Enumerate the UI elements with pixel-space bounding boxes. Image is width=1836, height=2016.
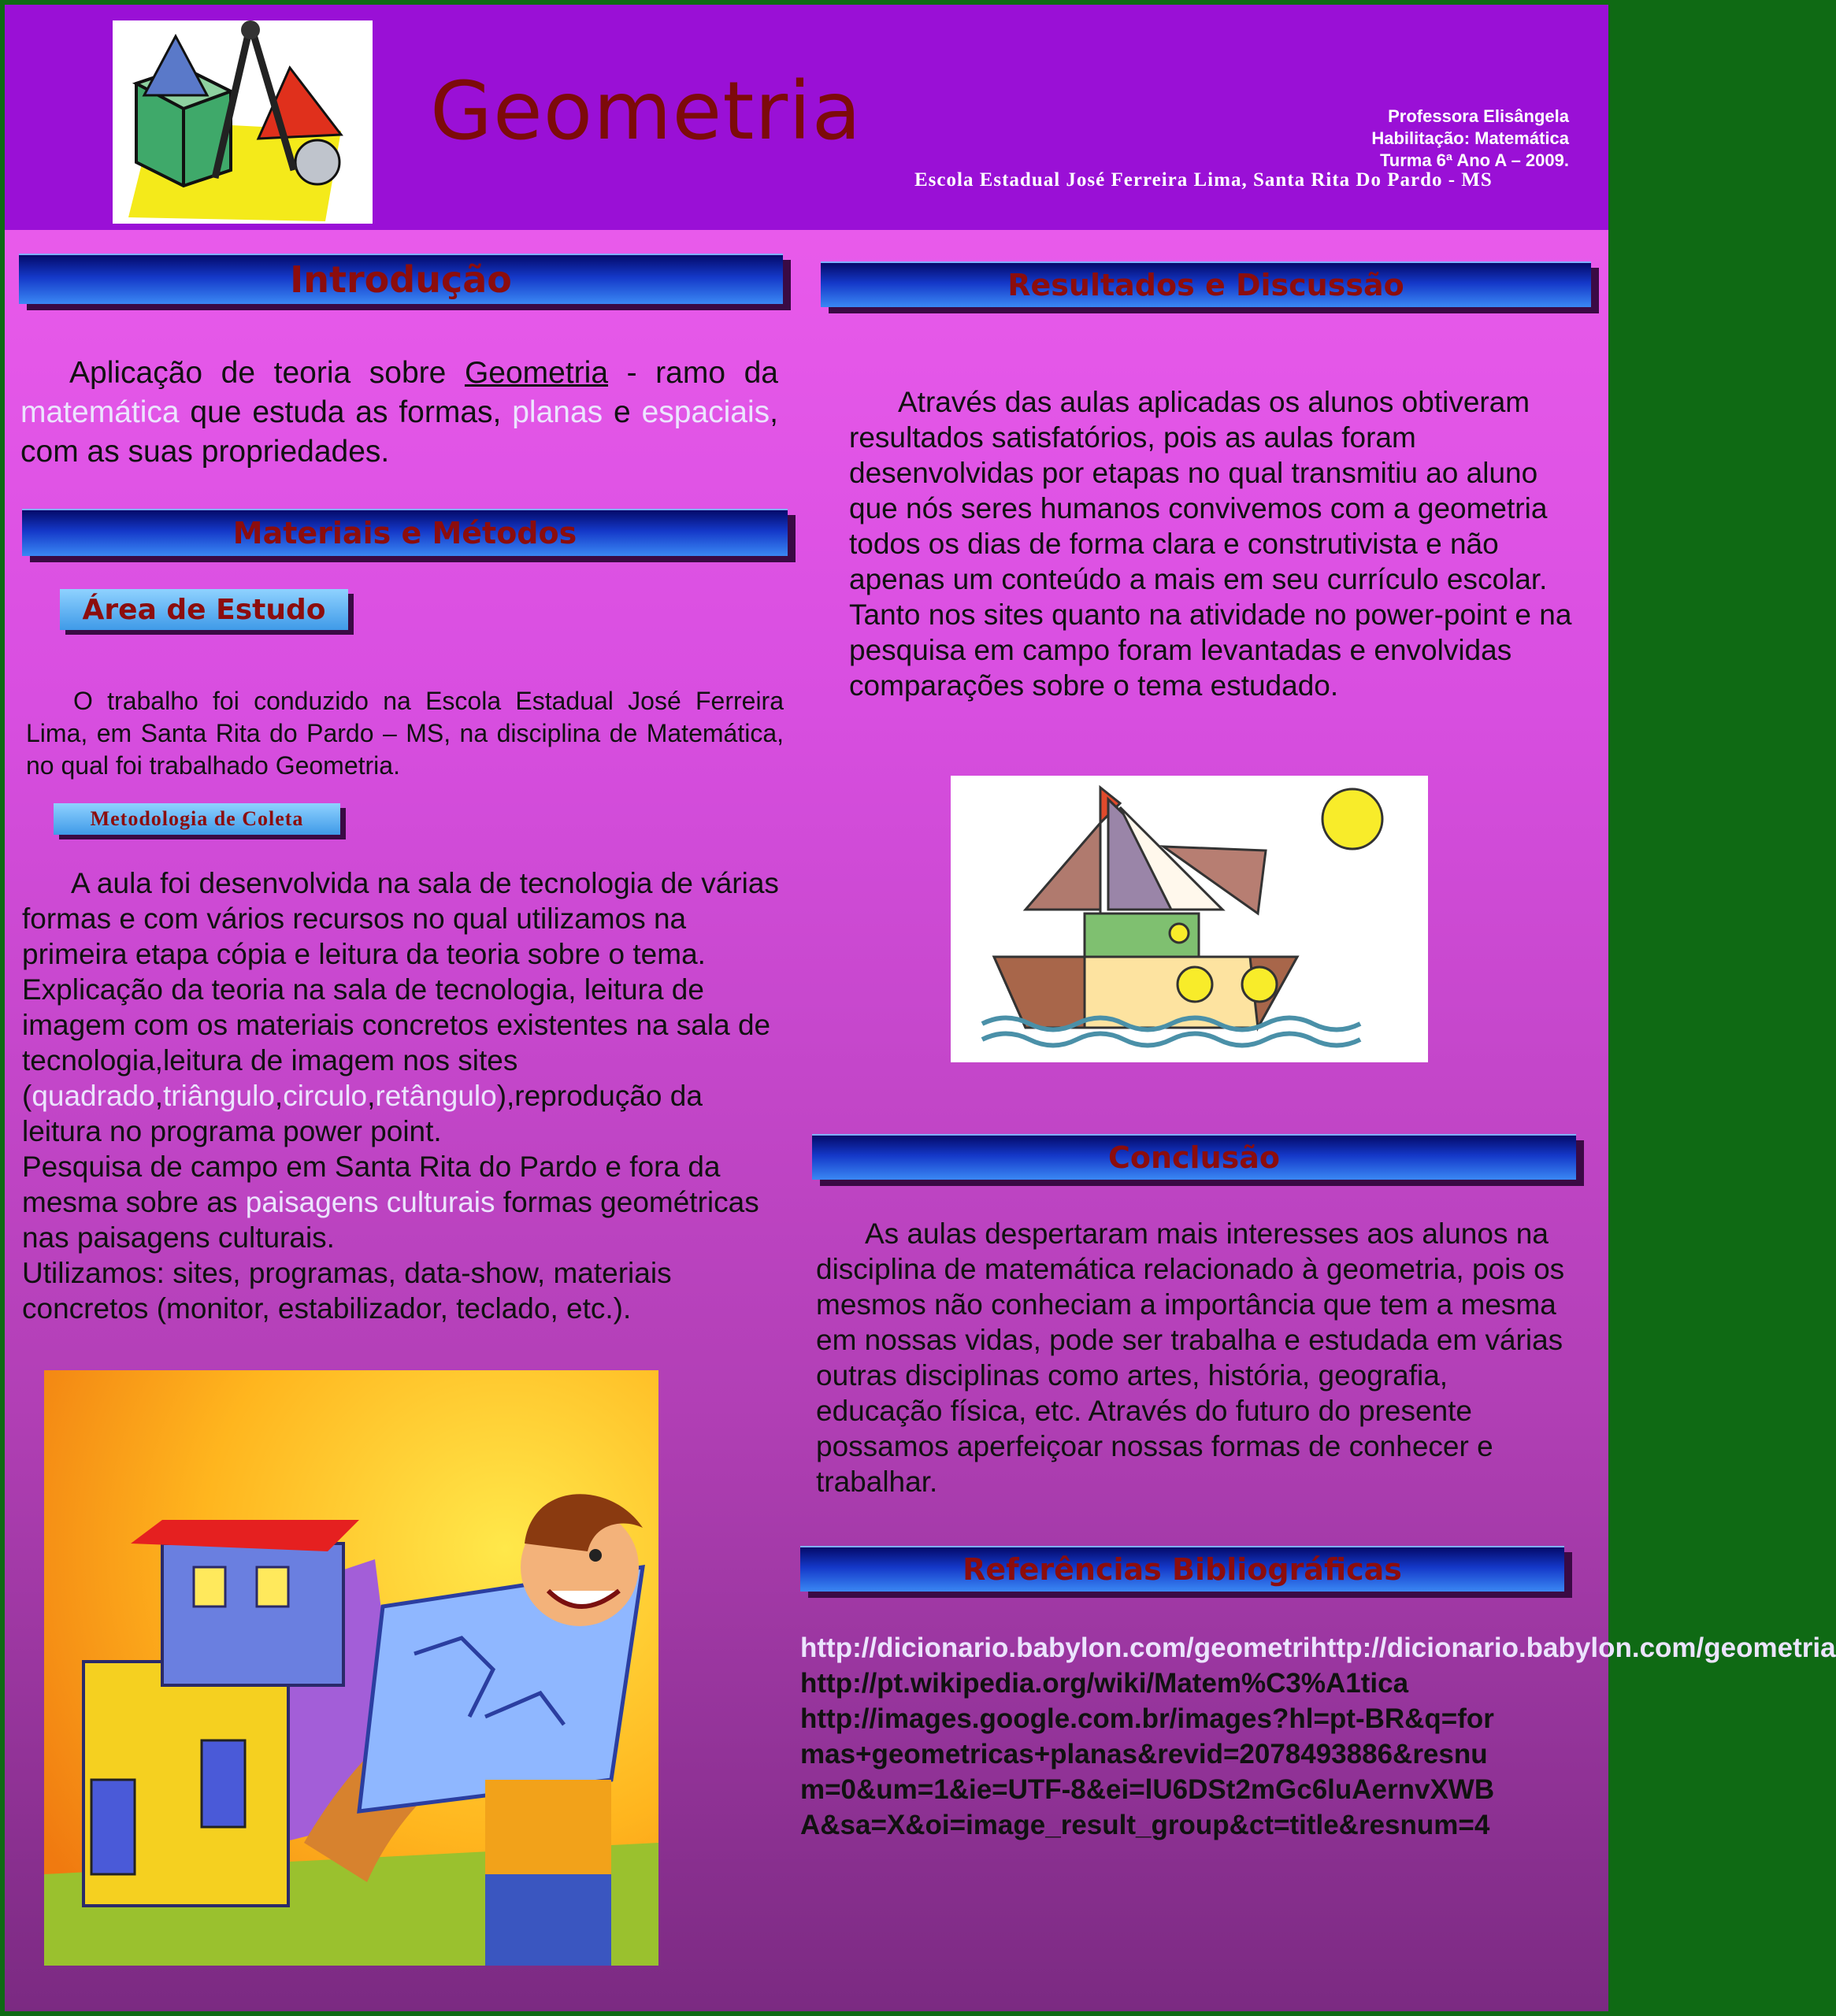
subheading-metodologia-coleta: Metodologia de Coleta (54, 803, 340, 835)
poster-title: Geometria (430, 65, 862, 158)
heading-materiais-metodos: Materiais e Métodos (22, 509, 788, 556)
reference-link-2[interactable]: http://pt.wikipedia.org/wiki/Matem%C3%A1tica (800, 1668, 1409, 1699)
conclusao-paragraph: As aulas despertaram mais interesses aos alunos na disciplina de matemática relacionado à geometria, pois os mesmos não conheciam a importância que tem a mesma em nossas vidas, pode ser trabalha e estudada em várias outras disciplinas como artes, história, geografia, educação física, etc. Através do futuro do presente possamos aperfeiçoar nossas formas de conhecer e trabalhar. (816, 1217, 1565, 1498)
heading-introducao: Introdução (19, 254, 783, 304)
intro-text-5: , com as suas propriedades. (20, 395, 778, 469)
heading-conclusao: Conclusão (812, 1134, 1576, 1180)
heading-resultados-discussao: Resultados e Discussão (821, 261, 1591, 307)
poster (5, 5, 1836, 2011)
method-text-6: Pesquisa de campo em Santa Rita do Pardo e fora da mesma sobre as (22, 1151, 721, 1218)
link-planas[interactable]: planas (512, 395, 603, 429)
method-text-1: A aula foi desenvolvida na sala de tecnologia de várias formas e com vários recursos no qual utilizamos na primeira etapa cópia e leitura da teoria sobre o tema. Explicação da teoria na sala de tecnologia, leitura de imagem com os materiais concretos existentes na sala de tecnologia,leitura de imagem nos sites ( (22, 867, 779, 1112)
area-estudo-paragraph: O trabalho foi conduzido na Escola Estadual José Ferreira Lima, em Santa Rita do Pardo – MS, na disciplina de Matemática, no qual foi trabalhado Geometria. (26, 687, 784, 780)
link-matematica[interactable]: matemática (20, 395, 180, 429)
intro-text-4: e (603, 395, 642, 429)
geometric-solids-art-icon (113, 20, 373, 224)
link-triangulo[interactable]: triângulo (162, 1080, 275, 1112)
reference-link-1[interactable]: http://dicionario.babylon.com/geometrihttp://dicionario.babylon.com/geometria (800, 1632, 1836, 1663)
link-circulo[interactable]: circulo (283, 1080, 368, 1112)
kid-with-blueprint-clipart-icon (44, 1370, 658, 1966)
utilizamos-paragraph: Utilizamos: sites, programas, data-show, materiais concretos (monitor, estabilizador, teclado, etc.). (22, 1257, 672, 1325)
metodologia-paragraph (22, 865, 786, 1149)
link-quadrado[interactable]: quadrado (32, 1080, 155, 1112)
school-name: Escola Estadual José Ferreira Lima, Santa Rita Do Pardo - MS (914, 169, 1493, 191)
intro-text-1: Aplicação de teoria sobre (69, 356, 465, 390)
method-text-7: formas geométricas nas paisagens culturais. (22, 1186, 759, 1254)
method-text-5: ),reprodução da leitura no programa power point. (22, 1080, 703, 1147)
intro-paragraph (20, 354, 778, 472)
link-retangulo[interactable]: retângulo (375, 1080, 497, 1112)
method-text-2: , (154, 1080, 163, 1112)
method-text-3: , (274, 1080, 284, 1112)
intro-text-3: que estuda as formas, (179, 395, 513, 429)
pesquisa-paragraph (22, 1149, 794, 1255)
sailboat-shapes-drawing-icon (951, 776, 1428, 1062)
header (5, 5, 1608, 230)
link-espaciais[interactable]: espaciais (641, 395, 770, 429)
teacher-qualification: Habilitação: Matemática (1371, 128, 1569, 148)
resultados-paragraph: Através das aulas aplicadas os alunos obtiveram resultados satisfatórios, pois as aulas foram desenvolvidas por etapas no qual transmitiu ao aluno que nós seres humanos convivemos com a geometria todos os dias de forma clara e construtivista e não apenas um conteúdo a mais em seu currículo escolar. Tanto nos sites quanto na atividade no power-point e na pesquisa em campo foram levantadas e envolvidas comparações sobre o tema estudado. (849, 386, 1572, 702)
intro-text-2: - ramo da (608, 356, 778, 390)
class-info: Turma 6ª Ano A – 2009. (1379, 150, 1569, 170)
method-text-4: , (367, 1080, 376, 1112)
link-geometria[interactable]: Geometria (464, 356, 609, 390)
heading-referencias: Referências Bibliográficas (800, 1546, 1564, 1592)
link-paisagens-culturais[interactable]: paisagens culturais (245, 1186, 495, 1218)
subheading-area-estudo: Área de Estudo (60, 589, 348, 630)
teacher-name: Professora Elisângela (1388, 106, 1569, 126)
reference-link-3[interactable]: http://images.google.com.br/images?hl=pt-BR&q=formas+geometricas+planas&revid=2078493886&resnum=0&um=1&ie=UTF-8&ei=lU6DSt2mGc6luAernvXWBA&sa=X&oi=image_result_group&ct=title&resnum=4 (800, 1703, 1495, 1840)
